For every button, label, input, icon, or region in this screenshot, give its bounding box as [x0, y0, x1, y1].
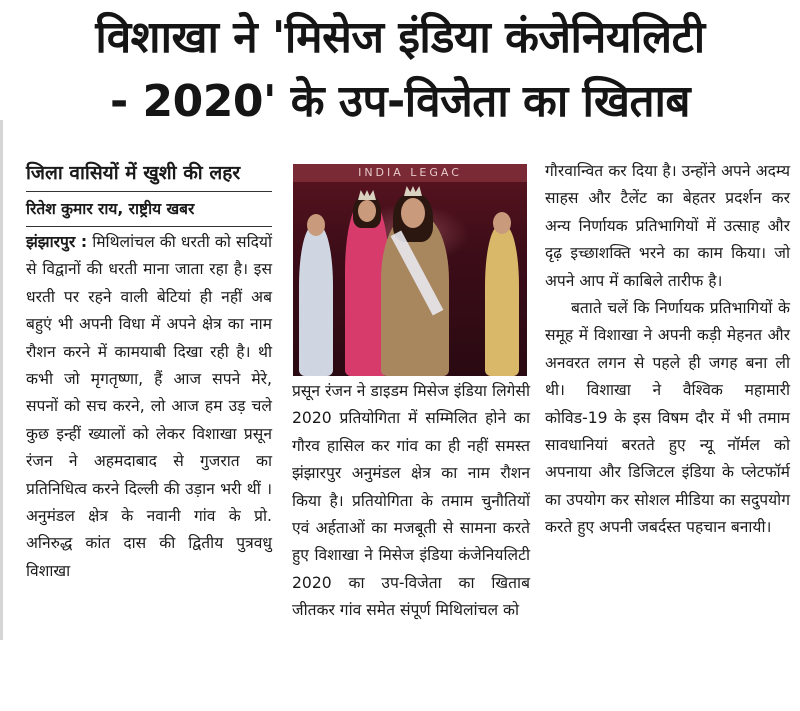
article-column-2 [292, 378, 530, 625]
contestant-head [358, 200, 376, 222]
contestant-figure [299, 226, 333, 376]
column-1-text: मिथिलांचल की धरती को सदियों से विद्वानों की धरती माना जाता रहा है। इस धरती पर रहने वाली बेटियां ही नहीं अब बहुएं भी अपनी विधा में अपने क्षेत्र का नाम रौशन करने में कामयाबी दिखा रही है। थी कभी जो मृगतृष्णा, हैं आज सपने मेरे, सपनों को सच करने, लो आज हम उड़ चले कुछ इन्हीं ख्यालों को लेकर विशाखा प्रसून रंजन ने अहमदाबाद से गुजरात का प्रतिनिधित्व करने दिल्ली की उड़ान भरी थीं । अनुमंडल क्षेत्र के नवानी गांव के प्रो. अनिरुद्ध कांत दास की द्वितीय पुत्रवधु विशाखा [26, 233, 272, 580]
pageant-photo [293, 164, 527, 376]
column-3-paragraph-2-text: बताते चलें कि निर्णायक प्रतिभागियों के समूह में विशाखा ने अपनी कड़ी मेहनत और अनवरत लगन से पहले ही जगह बना ली थी। विशाखा ने वैश्विक महामारी कोविड-19 के इस विषम दौर में भी तमाम सावधानियां बरतते हुए न्यू नॉर्मल को अपनाया और डिजिटल इंडिया के प्लेटफॉर्म का उपयोग कर सोशल मीडिया का सदुपयोग करते हुए अपनी जबर्दस्त पहचान बनायी। [545, 299, 790, 537]
headline-line-2: - 2020' के उप-विजेता का खिताब [109, 76, 691, 127]
headline [10, 6, 790, 134]
divider [26, 191, 272, 192]
crown-icon [358, 190, 376, 200]
winner-head [401, 198, 425, 228]
article-column-1 [26, 160, 272, 585]
dateline: झंझारपुर : [26, 233, 88, 251]
photo-banner: INDIA LEGAC [293, 164, 527, 182]
contestant-head [307, 214, 325, 236]
divider [26, 226, 272, 227]
column-3-paragraph-2 [545, 295, 790, 542]
headline-line-1: विशाखा ने 'मिसेज इंडिया कंजेनियलिटी [95, 12, 705, 63]
contestant-head [493, 212, 511, 234]
column-3-paragraph-1: गौरवान्वित कर दिया है। उन्होंने अपने अदम्य साहस और टैलेंट का बेहतर प्रदर्शन कर अन्य निर्णायक प्रतिभागियों में उत्साह और दृढ़ इच्छाशक्ति भरने का काम किया। जो अपने आप में काबिले तारीफ है। [545, 162, 790, 290]
article-column-3 [545, 158, 790, 542]
paragraph [26, 229, 272, 585]
scan-edge-shadow [0, 120, 3, 640]
byline: रितेश कुमार राय, राष्ट्रीय खबर [26, 200, 195, 218]
crown-icon [404, 186, 422, 196]
column-2-text: प्रसून रंजन ने डाइडम मिसेज इंडिया लिगेसी 2020 प्रतियोगिता में सम्मिलित होने का गौरव हासिल कर गांव का ही नहीं समस्त झंझारपुर अनुमंडल क्षेत्र का नाम रौशन किया है। प्रतियोगिता के तमाम चुनौतियों एवं अर्हताओं का मजबूती से सामना करते हुए विशाखा ने मिसेज इंडिया कंजेनियलिटी 2020 का उप-विजेता का खिताब जीतकर गांव समेत संपूर्ण मिथिलांचल को [292, 382, 530, 620]
subheading: जिला वासियों में खुशी की लहर [26, 162, 241, 184]
contestant-figure [485, 226, 519, 376]
